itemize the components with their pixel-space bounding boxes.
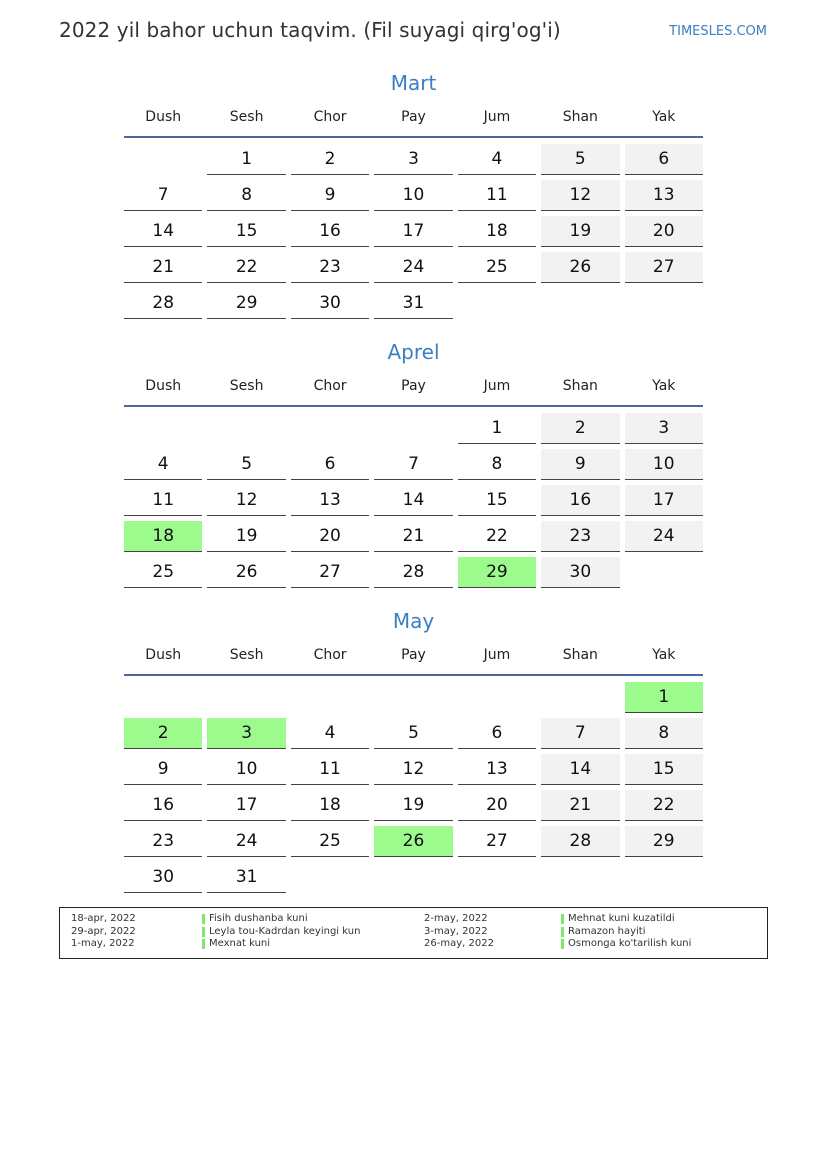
day-cell: 10 — [374, 180, 452, 211]
empty-day-cell — [291, 413, 369, 443]
day-cell: 19 — [374, 790, 452, 821]
legend-holiday-name: Mehnat kuni kuzatildi — [568, 913, 675, 924]
week-row — [124, 144, 703, 175]
empty-day-cell — [374, 862, 452, 892]
day-cell: 10 — [625, 449, 703, 480]
weekday-label: Pay — [401, 378, 426, 394]
day-cell: 22 — [625, 790, 703, 821]
month-name: Mart — [390, 71, 437, 95]
day-cell: 15 — [458, 485, 536, 516]
day-cell: 31 — [374, 288, 452, 319]
day-cell: 8 — [458, 449, 536, 480]
legend-holiday — [202, 926, 360, 938]
day-cell: 27 — [291, 557, 369, 588]
week-row — [124, 521, 703, 552]
legend-holiday-name: Leyla tou-Kadrdan keyingi kun — [209, 925, 361, 937]
day-cell: 20 — [625, 216, 703, 247]
day-cell: 12 — [541, 180, 619, 211]
day-cell: 23 — [541, 521, 619, 552]
day-cell: 24 — [207, 826, 285, 857]
weekday-label: Yak — [652, 109, 676, 125]
week-row — [124, 413, 703, 444]
brand-link[interactable]: TIMESLES.COM — [669, 24, 767, 39]
day-cell: 26 — [207, 557, 285, 588]
month-name: May — [392, 609, 435, 633]
weekday-label: Sesh — [229, 109, 264, 125]
day-cell: 13 — [458, 754, 536, 785]
day-cell: 30 — [291, 288, 369, 319]
legend-holiday — [561, 926, 645, 938]
day-cell: 13 — [625, 180, 703, 211]
month-block — [124, 606, 703, 893]
holiday-color-marker — [561, 939, 564, 949]
legend-holiday — [561, 913, 675, 925]
weekday-label: Dush — [145, 378, 182, 394]
holiday-color-marker — [561, 927, 564, 937]
weekday-label: Yak — [652, 647, 676, 663]
legend-holiday — [561, 938, 691, 950]
legend-holiday-name: Osmonga ko'tarilish kuni — [568, 938, 692, 949]
day-cell: 21 — [541, 790, 619, 821]
legend-date: 26-may, 2022 — [424, 938, 494, 949]
day-cell: 22 — [458, 521, 536, 552]
empty-day-cell — [207, 682, 285, 712]
week-row — [124, 216, 703, 247]
weekday-label: Shan — [562, 378, 598, 394]
weekday-label: Pay — [401, 647, 426, 663]
weekday-label: Shan — [562, 109, 598, 125]
day-cell: 25 — [124, 557, 202, 588]
day-cell: 18 — [458, 216, 536, 247]
week-row — [124, 718, 703, 749]
day-cell: 23 — [291, 252, 369, 283]
day-cell: 21 — [124, 252, 202, 283]
day-cell: 9 — [291, 180, 369, 211]
holiday-day-cell: 2 — [124, 718, 202, 749]
weekday-label: Chor — [313, 647, 347, 663]
weekday-label: Dush — [145, 647, 182, 663]
weekday-label: Pay — [401, 109, 426, 125]
day-cell: 1 — [458, 413, 536, 444]
empty-day-cell — [625, 862, 703, 892]
day-cell: 19 — [207, 521, 285, 552]
empty-day-cell — [541, 682, 619, 712]
day-cell: 27 — [625, 252, 703, 283]
day-cell: 14 — [541, 754, 619, 785]
day-cell: 4 — [291, 718, 369, 749]
legend-holiday-name: Fisih dushanba kuni — [209, 913, 308, 924]
day-cell: 28 — [124, 288, 202, 319]
empty-day-cell — [374, 413, 452, 443]
day-cell: 15 — [625, 754, 703, 785]
day-cell: 20 — [291, 521, 369, 552]
day-cell: 7 — [124, 180, 202, 211]
day-cell: 11 — [291, 754, 369, 785]
day-cell: 12 — [374, 754, 452, 785]
day-cell: 20 — [458, 790, 536, 821]
day-cell: 5 — [374, 718, 452, 749]
week-row — [124, 180, 703, 211]
day-cell: 8 — [207, 180, 285, 211]
day-cell: 17 — [374, 216, 452, 247]
day-cell: 25 — [291, 826, 369, 857]
day-cell: 16 — [541, 485, 619, 516]
legend-holiday-name: Ramazon hayiti — [568, 925, 646, 937]
legend-holiday — [202, 913, 308, 925]
day-cell: 9 — [541, 449, 619, 480]
month-name: Aprel — [387, 340, 440, 364]
day-cell: 30 — [541, 557, 619, 588]
day-cell: 23 — [124, 826, 202, 857]
holiday-color-marker — [202, 927, 205, 937]
day-cell: 6 — [291, 449, 369, 480]
holiday-legend — [59, 907, 768, 959]
holiday-day-cell: 29 — [458, 557, 536, 588]
weekday-label: Yak — [652, 378, 676, 394]
week-row — [124, 862, 703, 893]
day-cell: 8 — [625, 718, 703, 749]
day-cell: 29 — [625, 826, 703, 857]
day-cell: 28 — [541, 826, 619, 857]
holiday-day-cell: 26 — [374, 826, 452, 857]
empty-day-cell — [541, 288, 619, 318]
day-cell: 21 — [374, 521, 452, 552]
day-cell: 11 — [124, 485, 202, 516]
legend-date: 2-may, 2022 — [424, 913, 488, 924]
page-title: 2022 yil bahor uchun taqvim. (Fil suyagi qirg'og'i) — [59, 18, 561, 42]
empty-day-cell — [541, 862, 619, 892]
day-cell: 2 — [291, 144, 369, 175]
holiday-day-cell: 1 — [625, 682, 703, 713]
legend-date: 1-may, 2022 — [71, 938, 135, 949]
weekday-label: Chor — [313, 378, 347, 394]
empty-day-cell — [291, 682, 369, 712]
week-row — [124, 826, 703, 857]
day-cell: 24 — [374, 252, 452, 283]
day-cell: 15 — [207, 216, 285, 247]
empty-day-cell — [625, 557, 703, 587]
day-cell: 19 — [541, 216, 619, 247]
day-cell: 11 — [458, 180, 536, 211]
day-cell: 2 — [541, 413, 619, 444]
day-cell: 18 — [291, 790, 369, 821]
day-cell: 3 — [625, 413, 703, 444]
day-cell: 12 — [207, 485, 285, 516]
empty-day-cell — [374, 682, 452, 712]
day-cell: 1 — [207, 144, 285, 175]
weekday-header — [124, 108, 703, 138]
day-cell: 14 — [124, 216, 202, 247]
legend-holiday-name: Mexnat kuni — [209, 938, 271, 949]
day-cell: 5 — [207, 449, 285, 480]
day-cell: 13 — [291, 485, 369, 516]
day-cell: 27 — [458, 826, 536, 857]
day-cell: 22 — [207, 252, 285, 283]
day-cell: 6 — [625, 144, 703, 175]
day-cell: 3 — [374, 144, 452, 175]
holiday-day-cell: 3 — [207, 718, 285, 749]
empty-day-cell — [458, 682, 536, 712]
day-cell: 16 — [291, 216, 369, 247]
empty-day-cell — [458, 288, 536, 318]
week-row — [124, 557, 703, 588]
weekday-header — [124, 646, 703, 676]
day-cell: 16 — [124, 790, 202, 821]
empty-day-cell — [458, 862, 536, 892]
day-cell: 29 — [207, 288, 285, 319]
month-block — [124, 337, 703, 588]
day-cell: 17 — [207, 790, 285, 821]
empty-day-cell — [207, 413, 285, 443]
day-cell: 5 — [541, 144, 619, 175]
week-row — [124, 682, 703, 713]
day-cell: 6 — [458, 718, 536, 749]
empty-day-cell — [625, 288, 703, 318]
legend-date: 29-apr, 2022 — [71, 925, 136, 937]
day-cell: 17 — [625, 485, 703, 516]
empty-day-cell — [124, 682, 202, 712]
week-row — [124, 288, 703, 319]
weekday-label: Dush — [145, 109, 182, 125]
weekday-label: Jum — [483, 378, 511, 394]
day-cell: 30 — [124, 862, 202, 893]
holiday-color-marker — [202, 914, 205, 924]
day-cell: 9 — [124, 754, 202, 785]
empty-day-cell — [124, 144, 202, 174]
day-cell: 14 — [374, 485, 452, 516]
week-row — [124, 252, 703, 283]
week-row — [124, 790, 703, 821]
week-row — [124, 754, 703, 785]
day-cell: 4 — [458, 144, 536, 175]
empty-day-cell — [291, 862, 369, 892]
day-cell: 28 — [374, 557, 452, 588]
weekday-label: Chor — [313, 109, 347, 125]
weekday-label: Sesh — [229, 647, 264, 663]
day-cell: 4 — [124, 449, 202, 480]
weekday-label: Sesh — [229, 378, 264, 394]
weekday-label: Jum — [483, 647, 511, 663]
day-cell: 7 — [541, 718, 619, 749]
week-row — [124, 449, 703, 480]
month-block — [124, 68, 703, 319]
day-cell: 25 — [458, 252, 536, 283]
day-cell: 26 — [541, 252, 619, 283]
week-row — [124, 485, 703, 516]
empty-day-cell — [124, 413, 202, 443]
holiday-day-cell: 18 — [124, 521, 202, 552]
day-cell: 31 — [207, 862, 285, 893]
legend-holiday — [202, 938, 270, 950]
day-cell: 7 — [374, 449, 452, 480]
day-cell: 10 — [207, 754, 285, 785]
weekday-label: Jum — [483, 109, 511, 125]
holiday-color-marker — [202, 939, 205, 949]
weekday-header — [124, 377, 703, 407]
legend-date: 18-apr, 2022 — [71, 913, 136, 924]
holiday-color-marker — [561, 914, 564, 924]
day-cell: 24 — [625, 521, 703, 552]
legend-date: 3-may, 2022 — [424, 925, 488, 937]
weekday-label: Shan — [562, 647, 598, 663]
